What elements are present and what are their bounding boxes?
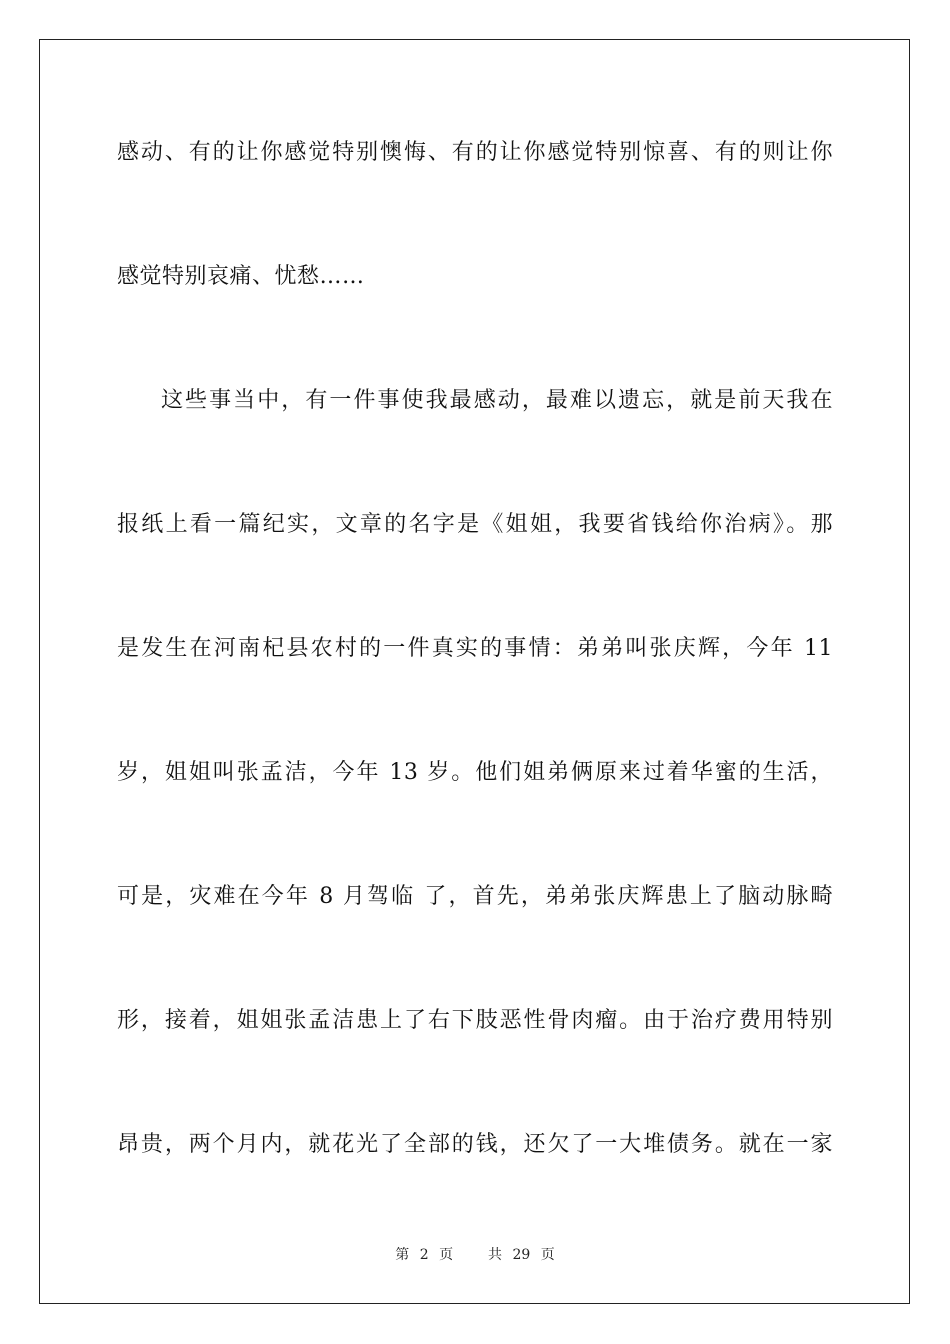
text-line: 形，接着，姐姐张孟洁患上了右下肢恶性骨肉瘤。由于治疗费用特别 [117, 1008, 833, 1033]
text-line: 感动、有的让你感觉特别懊悔、有的让你感觉特别惊喜、有的则让你 [117, 140, 833, 165]
text-line: 岁，姐姐叫张孟洁，今年 13 岁。他们姐弟俩原来过着华蜜的生活， [117, 760, 833, 785]
document-body [117, 122, 833, 1238]
page-number: 第 2 页 [395, 1247, 454, 1263]
text-line: 报纸上看一篇纪实，文章的名字是《姐姐，我要省钱给你治病》。那 [117, 512, 833, 537]
text-line: 昂贵，两个月内，就花光了全部的钱，还欠了一大堆债务。就在一家 [117, 1132, 833, 1157]
text-line: 是发生在河南杞县农村的一件真实的事情：弟弟叫张庆辉，今年 11 [117, 636, 833, 661]
text-line: 可是，灾难在今年 8 月驾临 了，首先，弟弟张庆辉患上了脑动脉畸 [117, 884, 833, 909]
page-total: 共 29 页 [488, 1247, 555, 1263]
paragraph-first-line: 这些事当中，有一件事使我最感动，最难以遗忘，就是前天我在 [161, 388, 833, 413]
text-line: 感觉特别哀痛、忧愁…… [117, 264, 365, 289]
page-footer [0, 1244, 950, 1264]
